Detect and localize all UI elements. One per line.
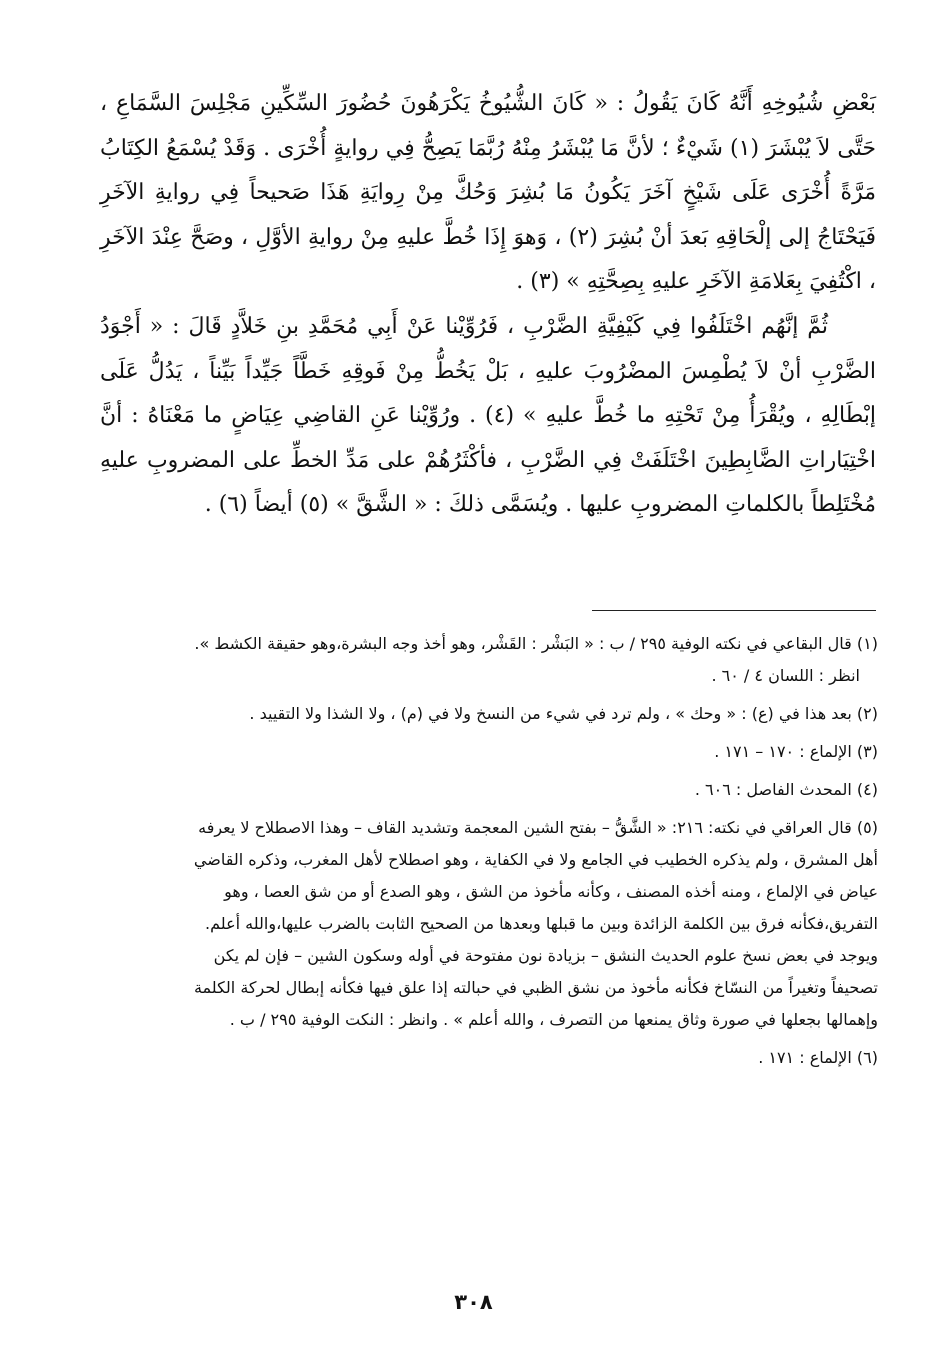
- footnote-line: أهل المشرق ، ولم يذكره الخطيب في الجامع ولا في الكفاية ، وهو اصطلاح لأهل المغرب، وذكره القاضي: [193, 850, 878, 869]
- footnote-separator: [592, 610, 876, 611]
- footnote-4: [104, 774, 878, 806]
- paragraph: ثُمَّ إنَّهُم اخْتَلَفُوا فِي كَيْفِيَّةِ الضَّرْبِ ، فَرُوِّيْنا عَنْ أَبِي مُحَمَّدِ بنِ خَلاَّدٍ قَالَ : « أَجْوَدُ الضَّرْبِ أنْ لاَ يُطْمِسَ المضْرُوبَ عليهِ ، بَلْ يَخُطُّ مِنْ فَوقِهِ خَطَّاً جَيِّداً بَيِّناً ، يَدُلُّ عَلَى إبْطَالِهِ ، ويُقْرَأُ مِنْ تَحْتِهِ ما خُطَّ عليهِ » (٤) . ورُوِّيْنا عَنِ القاضِي عِيَاضٍ ما مَعْنَاهُ : أنَّ اخْتِيَاراتِ الضَّابِطِينَ اخْتَلَفَتْ فِي الضَّرْبِ ، فأكْثَرُهُمْ على مَدِّ الخطِّ على المضروبِ عليهِ مُخْتَلِطاً بالكلماتِ المضروبِ عليها . ويُسَمَّى ذلكَ : « الشَّقَّ » (٥) أيضاً (٦) .: [100, 313, 877, 518]
- footnote-3: [104, 736, 878, 768]
- footnote-2: [104, 698, 878, 730]
- footnote-line: عياض في الإلماع ، ومنه أخذه المصنف ، وكأنه مأخوذ من الشق ، وهو الصدع أو من شق العصا ، وهو: [224, 882, 878, 901]
- footnote-line: (٦) الإلماع : ١٧١ .: [758, 1048, 878, 1067]
- footnote-6: [104, 1042, 878, 1074]
- footnote-5: [104, 812, 878, 1036]
- footnotes: [104, 628, 878, 1080]
- page-number: ٣٠٨: [454, 1290, 493, 1314]
- footnote-line: انظر : اللسان ٤ / ٦٠ .: [711, 666, 860, 685]
- footnote-line: تصحيفاً وتغيراً من النسّاخ فكأنه مأخوذ من نشق الظبي في حبالته إذا علق فيها فكأنه إبطال لحركة الكلمة: [193, 978, 878, 997]
- footnote-line: وإهمالها بجعلها في صورة وثاق يمنعها من التصرف ، والله أعلم » . وانظر : النكت الوفية ٢٩٥ / ب .: [229, 1010, 878, 1029]
- footnote-line: ويوجد في بعض نسخ علوم الحديث النشق – بزيادة نون مفتوحة في أوله وسكون الشين – فإن لم يكن: [213, 946, 878, 965]
- paragraph: بَعْضِ شُيُوخِهِ أَنَّهُ كَانَ يَقُولُ : « كَانَ الشُّيُوخُ يَكْرَهُونَ حُضُورَ السِّكِّينِ مَجْلِسَ السَّمَاعِ ، حَتَّى لاَ يُبْشَرَ (١) شَيْءٌ ؛ لأنَّ مَا يُبْشَرُ مِنْهُ رُبَّمَا يَصِحُّ فِي روايةٍ أُخْرَى . وَقَدْ يُسْمَعُ الكِتَابُ مَرَّةً أُخْرَى عَلَى شَيْخٍ آخَرَ يَكُونُ مَا بُشِرَ وَحُكَّ مِنْ رِوايَةِ هَذَا صَحيحاً فِي روايةِ الآخَرِ فَيَحْتَاجُ إلى إلْحَاقِهِ بَعدَ أنْ بُشِرَ (٢) ، وَهوَ إِذَا خُطَّ عليهِ مِنْ روايةِ الأوَّلِ ، وصَحَّ عِنْدَ الآخَرِ ، اكْتُفِيَ بِعَلامَةِ الآخَرِ عليهِ بِصِحَّتِهِ » (٣) .: [100, 91, 876, 295]
- footnote-line: (١) قال البقاعي في نكته الوفية ٢٩٥ / ب : « البَشْر : القَشْر، وهو أخذ وجه البشرة،وهو حقيقة الكشط ».: [194, 634, 878, 653]
- footnote-1: [104, 628, 878, 692]
- footnote-line: (٤) المحدث الفاصل : ٦٠٦ .: [694, 780, 878, 799]
- footnote-line: (٥) قال العراقي في نكته: ٢١٦: « الشَّقُّ – بفتح الشين المعجمة وتشديد القاف – وهذا الاصطلاح لا يعرفه: [198, 818, 878, 837]
- footnote-line: (٣) الإلماع : ١٧٠ – ١٧١ .: [714, 742, 878, 761]
- footnote-line: (٢) بعد هذا في (ع) : « وحك » ، ولم ترد في شيء من النسخ ولا في (م) ، ولا الشذا ولا التقييد .: [249, 704, 878, 723]
- main-text: [100, 82, 876, 528]
- footnote-line: التفريق،فكأنه فرق بين الكلمة الزائدة وبين ما قبلها وبعدها من الصحيح الثابت بالضرب عليها،والله أعلم.: [205, 914, 878, 933]
